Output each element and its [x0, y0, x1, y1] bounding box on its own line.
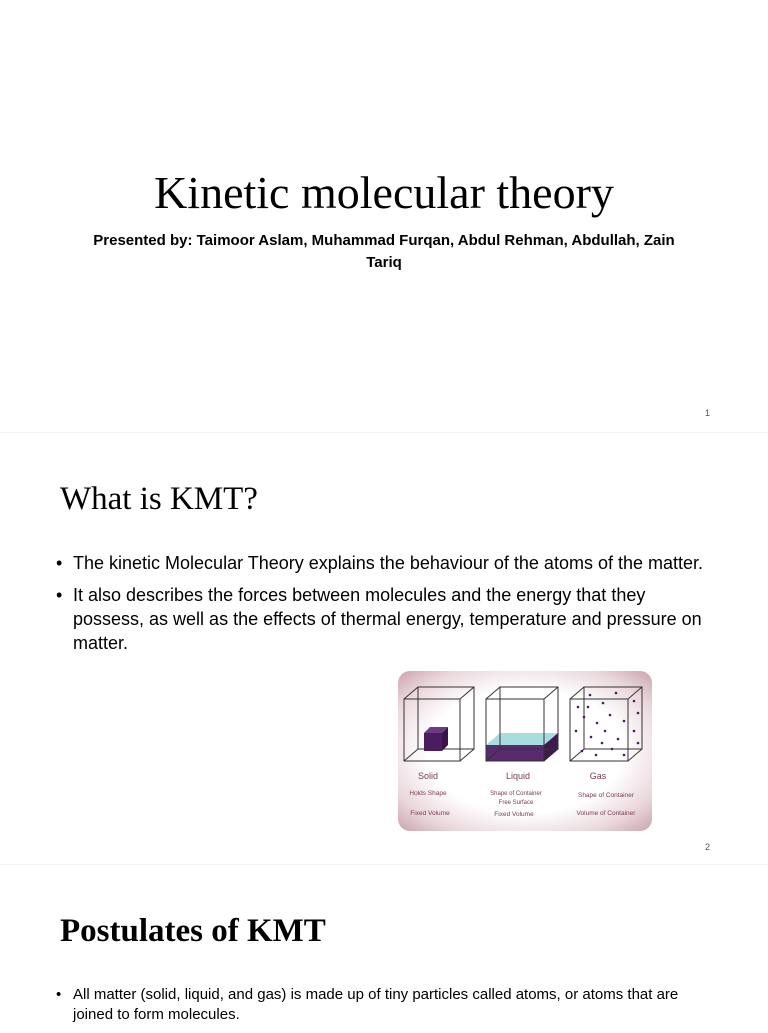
liquid-container [486, 687, 558, 761]
slide-subtitle: Presented by: Taimoor Aslam, Muhammad Furqan, Abdul Rehman, Abdullah, Zain Tariq [93, 232, 675, 271]
slide-1 [0, 0, 768, 432]
solid-desc-1: Holds Shape [409, 790, 447, 797]
slide-heading: What is KMT? [60, 481, 258, 517]
bullet-list [56, 551, 708, 663]
bullet-icon: • [56, 553, 63, 573]
solid-cube [424, 727, 448, 751]
solid-label: Solid [417, 771, 439, 781]
gas-container [570, 687, 642, 761]
slide-title: Kinetic molecular theory [154, 167, 614, 218]
page-number: 2 [704, 842, 710, 852]
gas-label: Gas [589, 771, 607, 781]
bullet-item: • The kinetic Molecular Theory explains the behaviour of the atoms of the matter. [56, 553, 703, 573]
bullet-icon: • [56, 986, 62, 1003]
gas-desc-1: Shape of Container [577, 792, 635, 799]
slide-heading: Postulates of KMT [60, 913, 326, 949]
slide-3 [0, 864, 768, 1025]
liquid-desc-1: Shape of Container [490, 791, 542, 797]
liquid-label: Liquid [505, 771, 531, 781]
slide-2 [0, 432, 768, 865]
bullet-item: • It also describes the forces between molecules and the energy that they possess, as well as the effects of thermal energy, temperature and pressure on matter. [56, 585, 702, 653]
gas-desc-2: Volume of Container [576, 810, 636, 817]
liquid-desc-1b: Free Surface [498, 800, 534, 806]
states-of-matter-figure [398, 671, 652, 831]
bullet-list [56, 985, 708, 1033]
bullet-item: • All matter (solid, liquid, and gas) is made up of tiny particles called atoms, or atoms that are joined to form molecules. [56, 986, 679, 1023]
solid-desc-2: Fixed Volume [410, 810, 450, 817]
liquid-desc-2: Fixed Volume [494, 811, 534, 818]
page-number: 1 [704, 408, 710, 418]
bullet-icon: • [56, 585, 63, 605]
